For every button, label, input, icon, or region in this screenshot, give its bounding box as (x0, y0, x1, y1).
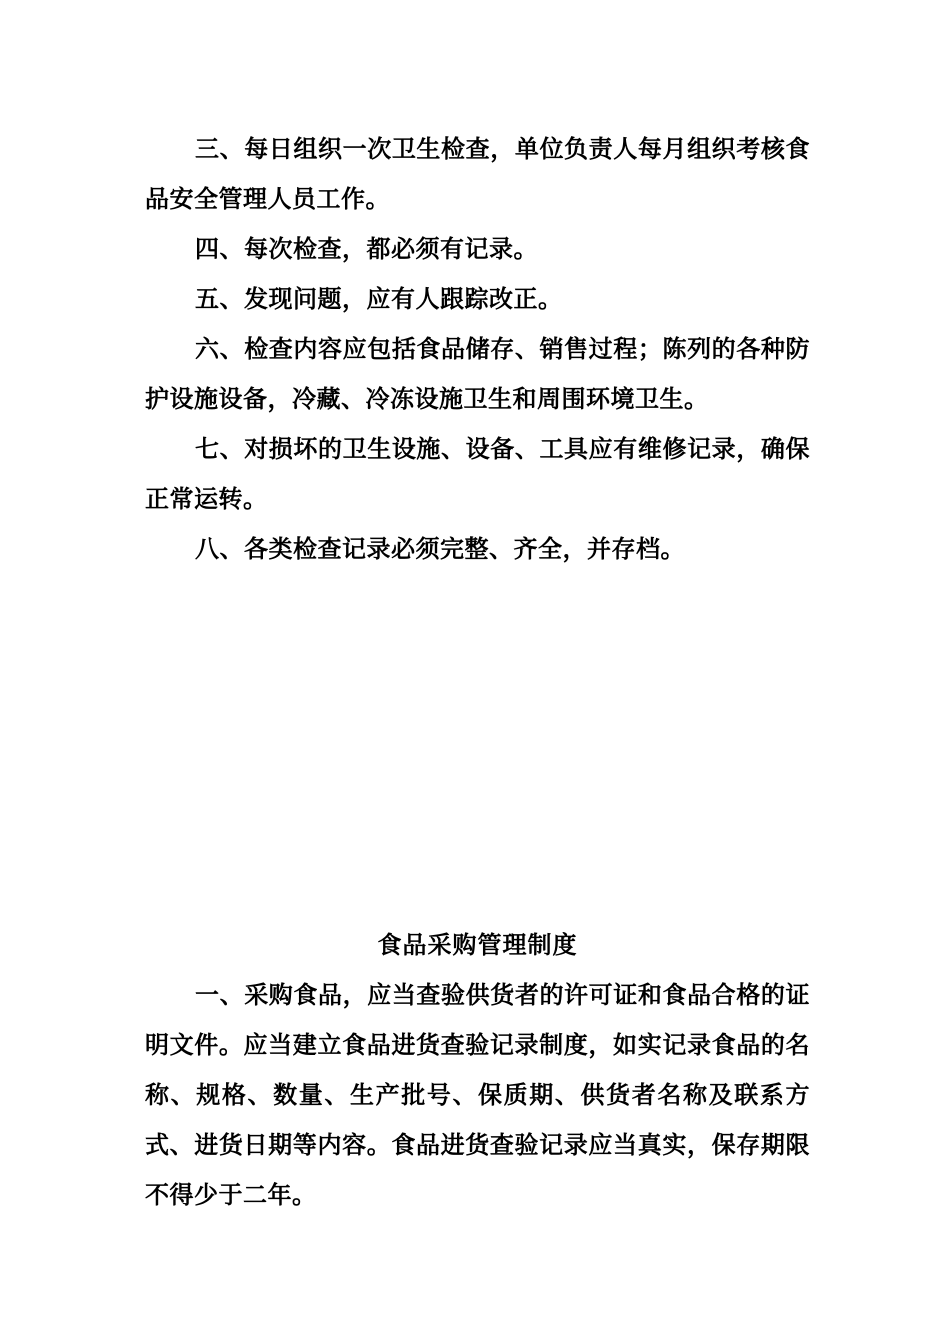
food-procurement-section (145, 920, 810, 1220)
paragraph-item-8: 八、各类检查记录必须完整、齐全，并存档。 (195, 534, 685, 563)
hygiene-inspection-section (145, 124, 810, 574)
paragraph-item-4: 四、每次检查，都必须有记录。 (195, 234, 538, 263)
section-title: 食品采购管理制度 (377, 930, 578, 959)
paragraph-item-6: 六、检查内容应包括食品储存、销售过程；陈列的各种防护设施设备，冷藏、冷冻设施卫生和周围环境卫生。 (145, 334, 810, 413)
paragraph-item-7: 七、对损坏的卫生设施、设备、工具应有维修记录，确保正常运转。 (145, 434, 810, 513)
paragraph-item-1: 一、采购食品，应当查验供货者的许可证和食品合格的证明文件。应当建立食品进货查验记录制度，如实记录食品的名称、规格、数量、生产批号、保质期、供货者名称及联系方式、进货日期等内容。食品进货查验记录应当真实，保存期限不得少于二年。 (145, 980, 810, 1209)
paragraph-item-5: 五、发现问题，应有人跟踪改正。 (195, 284, 563, 313)
paragraph-item-3: 三、每日组织一次卫生检查，单位负责人每月组织考核食品安全管理人员工作。 (145, 134, 810, 213)
